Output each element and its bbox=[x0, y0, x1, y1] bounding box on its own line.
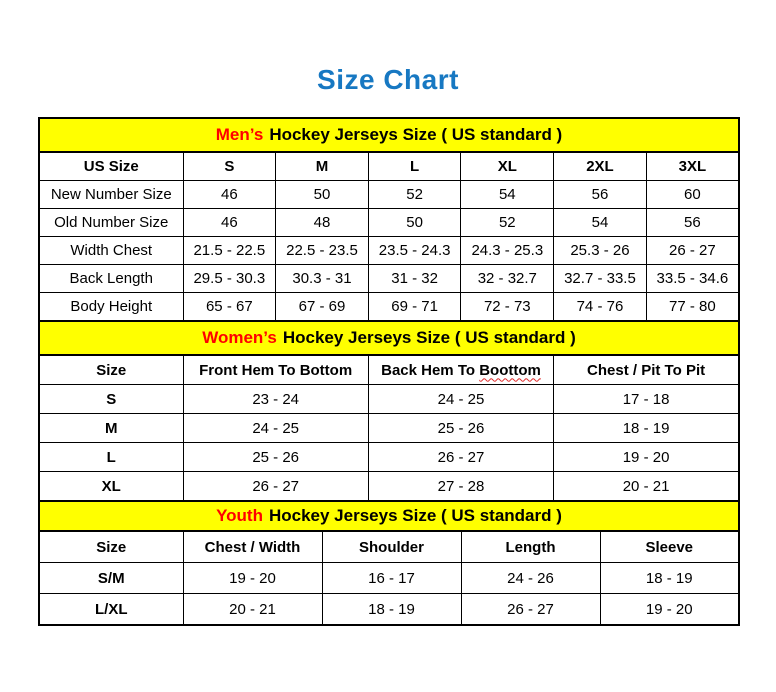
misspelled-word: Boottom bbox=[479, 361, 541, 379]
cell: 50 bbox=[276, 181, 369, 209]
table-row bbox=[39, 385, 739, 414]
column-header-text: Back Hem To bbox=[381, 361, 476, 379]
womens-size-table bbox=[38, 354, 740, 502]
table-row bbox=[39, 293, 739, 322]
cell: 60 bbox=[646, 181, 739, 209]
cell: 32 - 32.7 bbox=[461, 265, 554, 293]
womens-section-header bbox=[38, 320, 740, 356]
cell: 19 - 20 bbox=[183, 563, 322, 594]
mens-size-table bbox=[38, 151, 740, 322]
cell: 30.3 - 31 bbox=[276, 265, 369, 293]
cell: 21.5 - 22.5 bbox=[183, 237, 276, 265]
column-header: 2XL bbox=[554, 152, 647, 181]
row-label: Old Number Size bbox=[39, 209, 183, 237]
cell: 54 bbox=[554, 209, 647, 237]
cell: 77 - 80 bbox=[646, 293, 739, 322]
column-header-misspelled bbox=[368, 355, 553, 385]
mens-section-title: Hockey Jerseys Size ( US standard ) bbox=[269, 125, 563, 144]
cell: 24 - 26 bbox=[461, 563, 600, 594]
cell: 72 - 73 bbox=[461, 293, 554, 322]
youth-section-header bbox=[38, 500, 740, 532]
column-header: Size bbox=[39, 531, 183, 563]
youth-size-table bbox=[38, 530, 740, 626]
youth-section-highlight: Youth bbox=[216, 506, 263, 525]
cell: 27 - 28 bbox=[368, 472, 553, 502]
cell: 26 - 27 bbox=[368, 443, 553, 472]
column-header: Size bbox=[39, 355, 183, 385]
cell: 69 - 71 bbox=[368, 293, 461, 322]
table-row bbox=[39, 181, 739, 209]
row-label: M bbox=[39, 414, 183, 443]
column-header: XL bbox=[461, 152, 554, 181]
cell: 25 - 26 bbox=[183, 443, 368, 472]
row-label: XL bbox=[39, 472, 183, 502]
table-row bbox=[39, 594, 739, 626]
column-header: Shoulder bbox=[322, 531, 461, 563]
youth-header-row bbox=[39, 531, 739, 563]
column-header: L bbox=[368, 152, 461, 181]
cell: 23 - 24 bbox=[183, 385, 368, 414]
page-title: Size Chart bbox=[317, 64, 459, 95]
cell: 65 - 67 bbox=[183, 293, 276, 322]
cell: 18 - 19 bbox=[554, 414, 739, 443]
row-label: Body Height bbox=[39, 293, 183, 322]
column-header: Sleeve bbox=[600, 531, 739, 563]
column-header: 3XL bbox=[646, 152, 739, 181]
table-row bbox=[39, 237, 739, 265]
table-row bbox=[39, 563, 739, 594]
column-header: S bbox=[183, 152, 276, 181]
cell: 22.5 - 23.5 bbox=[276, 237, 369, 265]
cell: 19 - 20 bbox=[554, 443, 739, 472]
cell: 74 - 76 bbox=[554, 293, 647, 322]
youth-section-title: Hockey Jerseys Size ( US standard ) bbox=[268, 506, 562, 525]
table-row bbox=[39, 414, 739, 443]
mens-header-row bbox=[39, 152, 739, 181]
cell: 31 - 32 bbox=[368, 265, 461, 293]
cell: 24 - 25 bbox=[183, 414, 368, 443]
cell: 18 - 19 bbox=[600, 563, 739, 594]
cell: 67 - 69 bbox=[276, 293, 369, 322]
cell: 26 - 27 bbox=[461, 594, 600, 626]
cell: 20 - 21 bbox=[183, 594, 322, 626]
cell: 56 bbox=[554, 181, 647, 209]
cell: 19 - 20 bbox=[600, 594, 739, 626]
cell: 26 - 27 bbox=[646, 237, 739, 265]
row-label: L bbox=[39, 443, 183, 472]
cell: 52 bbox=[368, 181, 461, 209]
womens-header-row bbox=[39, 355, 739, 385]
cell: 16 - 17 bbox=[322, 563, 461, 594]
size-chart-tables bbox=[38, 117, 740, 626]
cell: 24.3 - 25.3 bbox=[461, 237, 554, 265]
cell: 56 bbox=[646, 209, 739, 237]
cell: 25 - 26 bbox=[368, 414, 553, 443]
mens-section-highlight: Men’s bbox=[215, 125, 264, 144]
cell: 29.5 - 30.3 bbox=[183, 265, 276, 293]
cell: 32.7 - 33.5 bbox=[554, 265, 647, 293]
mens-section-header bbox=[38, 117, 740, 153]
column-header: Chest / Pit To Pit bbox=[554, 355, 739, 385]
table-row bbox=[39, 209, 739, 237]
cell: 17 - 18 bbox=[554, 385, 739, 414]
column-header: Chest / Width bbox=[183, 531, 322, 563]
cell: 46 bbox=[183, 209, 276, 237]
cell: 52 bbox=[461, 209, 554, 237]
cell: 23.5 - 24.3 bbox=[368, 237, 461, 265]
cell: 24 - 25 bbox=[368, 385, 553, 414]
column-header: M bbox=[276, 152, 369, 181]
womens-section-title: Hockey Jerseys Size ( US standard ) bbox=[282, 328, 576, 347]
table-row bbox=[39, 472, 739, 502]
row-label: New Number Size bbox=[39, 181, 183, 209]
column-header: Length bbox=[461, 531, 600, 563]
table-row bbox=[39, 443, 739, 472]
cell: 33.5 - 34.6 bbox=[646, 265, 739, 293]
column-header: US Size bbox=[39, 152, 183, 181]
row-label: S bbox=[39, 385, 183, 414]
row-label: Back Length bbox=[39, 265, 183, 293]
cell: 48 bbox=[276, 209, 369, 237]
row-label: L/XL bbox=[39, 594, 183, 626]
cell: 50 bbox=[368, 209, 461, 237]
cell: 20 - 21 bbox=[554, 472, 739, 502]
column-header: Front Hem To Bottom bbox=[183, 355, 368, 385]
cell: 54 bbox=[461, 181, 554, 209]
cell: 25.3 - 26 bbox=[554, 237, 647, 265]
row-label: S/M bbox=[39, 563, 183, 594]
table-row bbox=[39, 265, 739, 293]
womens-section-highlight: Women’s bbox=[202, 328, 277, 347]
cell: 46 bbox=[183, 181, 276, 209]
row-label: Width Chest bbox=[39, 237, 183, 265]
cell: 26 - 27 bbox=[183, 472, 368, 502]
cell: 18 - 19 bbox=[322, 594, 461, 626]
